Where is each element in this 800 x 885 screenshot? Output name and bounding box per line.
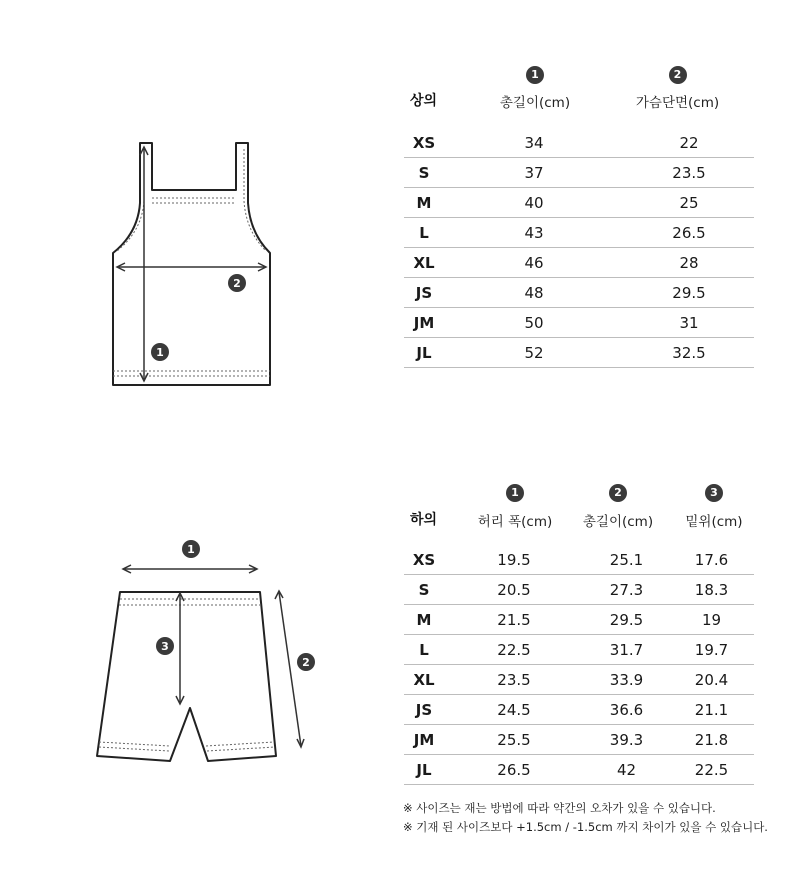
measurement-value: 23.5 bbox=[444, 665, 584, 695]
top-size-table bbox=[404, 128, 754, 368]
measurement-value: 34 bbox=[444, 128, 624, 158]
measurement-value: 48 bbox=[444, 278, 624, 308]
measurement-value: 26.5 bbox=[624, 218, 754, 248]
bottom-col3-badge-wrap bbox=[669, 481, 759, 502]
bottom-table-row bbox=[404, 725, 754, 755]
size-label: M bbox=[404, 188, 444, 218]
measurement-value: 28 bbox=[624, 248, 754, 278]
svg-text:1: 1 bbox=[156, 346, 164, 359]
bottom-table-row bbox=[404, 755, 754, 785]
top-table-label: 상의 bbox=[410, 93, 438, 109]
measurement-value: 19 bbox=[669, 605, 754, 635]
top-table-row bbox=[404, 308, 754, 338]
bottom-diagram-badge-3 bbox=[156, 637, 174, 655]
bottom-table-row bbox=[404, 545, 754, 575]
size-label: JL bbox=[404, 755, 444, 785]
top-table-row bbox=[404, 248, 754, 278]
size-label: XS bbox=[404, 128, 444, 158]
bottom-col1-badge-wrap bbox=[470, 481, 560, 502]
note-size-tolerance: ※ 기재 된 사이즈보다 +1.5cm / -1.5cm 까지 차이가 있을 수 있습니다. bbox=[403, 820, 768, 834]
measurement-value: 29.5 bbox=[624, 278, 754, 308]
bottom-diagram-badge-2 bbox=[297, 653, 315, 671]
size-label: M bbox=[404, 605, 444, 635]
bottom-table-row bbox=[404, 575, 754, 605]
note-measurement-error: ※ 사이즈는 재는 방법에 따라 약간의 오차가 있을 수 있습니다. bbox=[403, 801, 716, 815]
measurement-value: 32.5 bbox=[624, 338, 754, 368]
top-table-row bbox=[404, 338, 754, 368]
measurement-value: 19.5 bbox=[444, 545, 584, 575]
size-label: XS bbox=[404, 545, 444, 575]
bottom-col2-header: 총길이(cm) bbox=[582, 514, 654, 530]
bottom-table-row bbox=[404, 665, 754, 695]
measurement-value: 17.6 bbox=[669, 545, 754, 575]
top-col1-badge-wrap bbox=[490, 63, 580, 84]
bottom-table-row bbox=[404, 695, 754, 725]
bottom-size-table bbox=[404, 545, 754, 785]
size-label: XL bbox=[404, 665, 444, 695]
top-table-row bbox=[404, 218, 754, 248]
measurement-value: 33.9 bbox=[584, 665, 669, 695]
measurement-value: 27.3 bbox=[584, 575, 669, 605]
measurement-value: 31.7 bbox=[584, 635, 669, 665]
measurement-value: 43 bbox=[444, 218, 624, 248]
bottom-diagram-badge-1 bbox=[182, 540, 200, 558]
bottom-table-label: 하의 bbox=[410, 512, 438, 528]
measurement-value: 29.5 bbox=[584, 605, 669, 635]
size-label: S bbox=[404, 158, 444, 188]
measurement-value: 19.7 bbox=[669, 635, 754, 665]
size-label: L bbox=[404, 218, 444, 248]
measurement-value: 52 bbox=[444, 338, 624, 368]
measurement-value: 20.5 bbox=[444, 575, 584, 605]
size-label: XL bbox=[404, 248, 444, 278]
svg-text:1: 1 bbox=[187, 543, 195, 556]
size-label: JS bbox=[404, 695, 444, 725]
measurement-value: 21.8 bbox=[669, 725, 754, 755]
size-label: JM bbox=[404, 308, 444, 338]
measurement-value: 22 bbox=[624, 128, 754, 158]
bottom-col2-badge: 2 bbox=[609, 484, 627, 502]
size-label: JS bbox=[404, 278, 444, 308]
measurement-value: 42 bbox=[584, 755, 669, 785]
top-table-row bbox=[404, 278, 754, 308]
measurement-value: 20.4 bbox=[669, 665, 754, 695]
measurement-value: 37 bbox=[444, 158, 624, 188]
measurement-value: 23.5 bbox=[624, 158, 754, 188]
svg-text:3: 3 bbox=[161, 640, 169, 653]
measurement-value: 21.1 bbox=[669, 695, 754, 725]
top-col1-header: 총길이(cm) bbox=[499, 95, 571, 111]
top-diagram-badge-2 bbox=[228, 274, 246, 292]
measurement-value: 40 bbox=[444, 188, 624, 218]
top-garment-diagram bbox=[100, 135, 290, 395]
measurement-value: 36.6 bbox=[584, 695, 669, 725]
measurement-value: 21.5 bbox=[444, 605, 584, 635]
size-label: L bbox=[404, 635, 444, 665]
top-col2-badge: 2 bbox=[669, 66, 687, 84]
top-diagram-badge-1 bbox=[151, 343, 169, 361]
top-col2-badge-wrap bbox=[620, 63, 735, 84]
bottom-garment-diagram bbox=[90, 530, 330, 775]
bottom-col3-header: 밑위(cm) bbox=[685, 514, 743, 530]
top-table-row bbox=[404, 158, 754, 188]
svg-text:2: 2 bbox=[302, 656, 310, 669]
measurement-value: 50 bbox=[444, 308, 624, 338]
bottom-col3-badge: 3 bbox=[705, 484, 723, 502]
top-col1-badge: 1 bbox=[526, 66, 544, 84]
measurement-value: 25.5 bbox=[444, 725, 584, 755]
measurement-value: 22.5 bbox=[444, 635, 584, 665]
measurement-value: 26.5 bbox=[444, 755, 584, 785]
measurement-value: 22.5 bbox=[669, 755, 754, 785]
bottom-table-row bbox=[404, 605, 754, 635]
top-table-row bbox=[404, 188, 754, 218]
top-table-row bbox=[404, 128, 754, 158]
size-label: S bbox=[404, 575, 444, 605]
measurement-value: 25 bbox=[624, 188, 754, 218]
measurement-value: 46 bbox=[444, 248, 624, 278]
size-label: JM bbox=[404, 725, 444, 755]
bottom-col1-header: 허리 폭(cm) bbox=[477, 514, 553, 530]
measurement-value: 25.1 bbox=[584, 545, 669, 575]
measurement-value: 24.5 bbox=[444, 695, 584, 725]
bottom-table-row bbox=[404, 635, 754, 665]
measurement-value: 39.3 bbox=[584, 725, 669, 755]
measurement-value: 31 bbox=[624, 308, 754, 338]
measurement-value: 18.3 bbox=[669, 575, 754, 605]
svg-text:2: 2 bbox=[233, 277, 241, 290]
top-col2-header: 가슴단면(cm) bbox=[635, 95, 720, 111]
bottom-col1-badge: 1 bbox=[506, 484, 524, 502]
size-label: JL bbox=[404, 338, 444, 368]
bottom-col2-badge-wrap bbox=[573, 481, 663, 502]
